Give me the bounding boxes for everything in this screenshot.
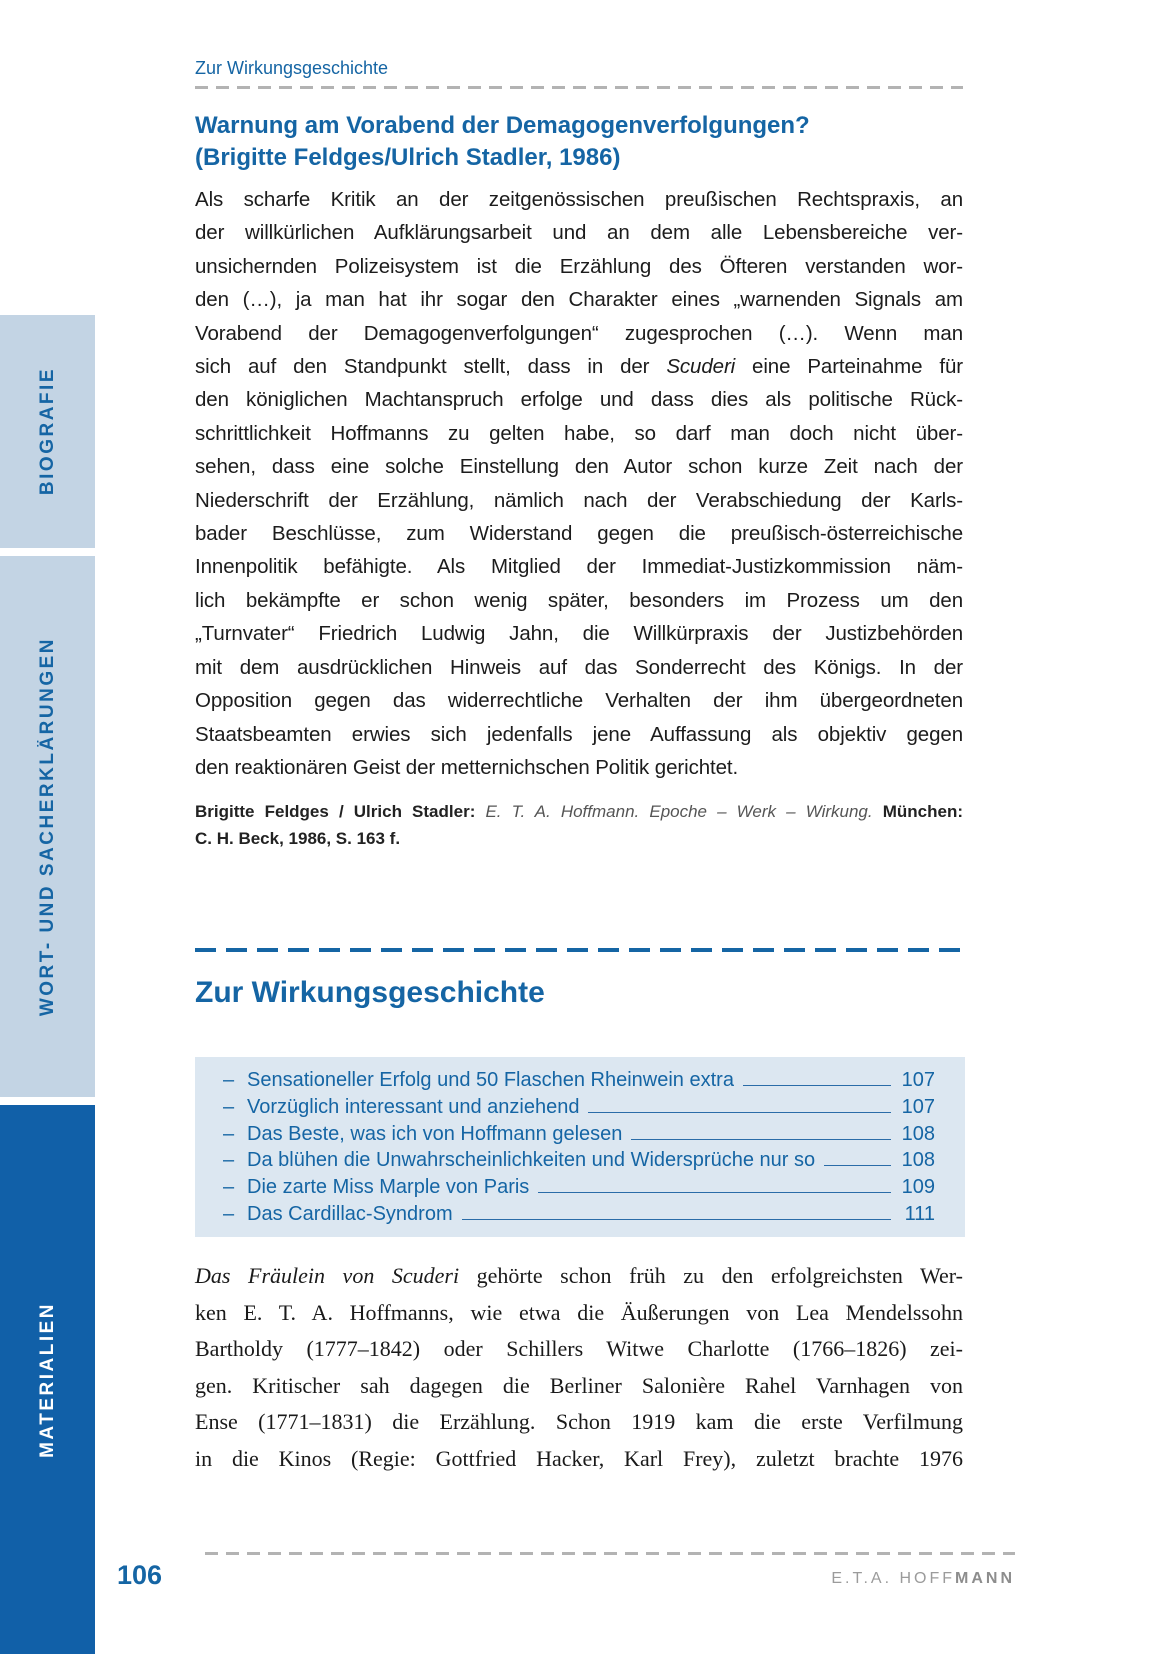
toc-entry-label: Da blühen die Unwahrscheinlichkeiten und Widersprüche nur so bbox=[247, 1149, 816, 1172]
quote-text-line: Niederschrift der Erzählung, nämlich nach der Verabschiedung der Karls- bbox=[195, 488, 963, 512]
sidebar-tab-label: WORT- UND SACHERKLÄRUNGEN bbox=[36, 636, 58, 1017]
quote-text-line: den königlichen Machtanspruch erfolge und dass dies als politische Rück- bbox=[195, 388, 963, 412]
footer-dashed-rule bbox=[205, 1552, 1015, 1555]
toc-leader-line bbox=[538, 1192, 891, 1193]
citation-line2: C. H. Beck, 1986, S. 163 f. bbox=[195, 829, 401, 848]
quote-text-line: Innenpolitik befähigte. Als Mitglied der Immediat-Justizkommission näm- bbox=[195, 555, 963, 579]
quote-text-line: schrittlichkeit Hoffmanns zu gelten habe, so darf man doch nicht über- bbox=[195, 421, 963, 445]
toc-entry-page: 108 bbox=[901, 1122, 935, 1145]
outro-text-line: Das Fräulein von Scuderi gehörte schon früh zu den erfolgreichsten Wer- bbox=[195, 1263, 964, 1288]
quote-text-line: Vorabend der Demagogenverfolgungen“ zugesprochen (…). Wenn man bbox=[195, 321, 963, 345]
toc-row bbox=[223, 1174, 935, 1201]
quote-text-line: den (…), ja man hat ihr sogar den Charakter eines „warnenden Signals am bbox=[195, 288, 963, 312]
citation-line1: Brigitte Feldges / Ulrich Stadler: E. T. A. Hoffmann. Epoche – Werk – Wirkung. München: bbox=[195, 802, 963, 821]
section-dashed-rule bbox=[195, 948, 963, 952]
toc-leader-line bbox=[631, 1139, 891, 1140]
toc-box bbox=[195, 1057, 965, 1237]
toc-leader-line bbox=[743, 1085, 891, 1086]
quote-text-line: Staatsbeamten erwies sich jedenfalls jene Auffassung als objektiv gegen bbox=[195, 722, 963, 746]
toc-bullet: – bbox=[223, 1149, 235, 1172]
sidebar-tab-biografie bbox=[0, 315, 95, 548]
toc-entry-page: 111 bbox=[904, 1202, 935, 1225]
quote-text-line: lich bekämpfte er schon wenig später, besonders im Prozess um den bbox=[195, 588, 963, 612]
toc-row bbox=[223, 1147, 935, 1174]
quote-text-line: sehen, dass eine solche Einstellung den Autor schon kurze Zeit nach der bbox=[195, 455, 963, 479]
quote-text-line: mit dem ausdrücklichen Hinweis auf das Sonderrecht des Königs. In der bbox=[195, 655, 963, 679]
toc-bullet: – bbox=[223, 1122, 235, 1145]
section-title: Zur Wirkungsgeschichte bbox=[195, 976, 545, 1009]
quote-text-line: „Turnvater“ Friedrich Ludwig Jahn, die Willkürpraxis der Justizbehörden bbox=[195, 622, 963, 646]
quote-text-line: unsichernden Polizeisystem ist die Erzählung des Öfteren verstanden wor- bbox=[195, 254, 963, 278]
toc-entry-page: 107 bbox=[901, 1069, 935, 1091]
toc-entry-page: 108 bbox=[901, 1149, 935, 1172]
quote-heading-line1: Warnung am Vorabend der Demagogenverfolgungen? bbox=[195, 112, 810, 139]
toc-entry-label: Vorzüglich interessant und anziehend bbox=[247, 1095, 580, 1118]
toc-bullet: – bbox=[223, 1069, 235, 1091]
quote-text-line: der willkürlichen Aufklärungsarbeit und an dem alle Lebensbereiche ver- bbox=[195, 221, 963, 245]
quote-text-line: Als scharfe Kritik an der zeitgenössischen preußischen Rechtspraxis, an bbox=[195, 188, 963, 211]
toc-entry-label: Sensationeller Erfolg und 50 Flaschen Rheinwein extra bbox=[247, 1069, 734, 1091]
outro-text-line: gen. Kritischer sah dagegen die Berliner Salonière Rahel Varnhagen von bbox=[195, 1372, 963, 1398]
sidebar-tab-label: MATERIALIEN bbox=[36, 1301, 58, 1458]
toc-bullet: – bbox=[223, 1176, 235, 1199]
outro-text-line: ken E. T. A. Hoffmanns, wie etwa die Äußerungen von Lea Mendelssohn bbox=[195, 1299, 963, 1325]
quote-body bbox=[195, 183, 963, 784]
running-header: Zur Wirkungsgeschichte bbox=[195, 58, 389, 78]
toc-entry-label: Die zarte Miss Marple von Paris bbox=[247, 1176, 530, 1199]
toc-bullet: – bbox=[223, 1202, 235, 1225]
toc-row bbox=[223, 1201, 935, 1228]
quote-text-line: sich auf den Standpunkt stellt, dass in der Scuderi eine Parteinahme für bbox=[195, 355, 963, 379]
toc-entry-label: Das Cardillac-Syndrom bbox=[247, 1202, 453, 1225]
toc-leader-line bbox=[588, 1112, 891, 1113]
sidebar-tab-wort-und-sacherklaerungen bbox=[0, 556, 95, 1097]
outro-text-line: in die Kinos (Regie: Gottfried Hacker, Karl Frey), zuletzt brachte 1976 bbox=[195, 1445, 963, 1471]
outro-paragraph bbox=[195, 1258, 963, 1478]
quote-heading-line2: (Brigitte Feldges/Ulrich Stadler, 1986) bbox=[195, 144, 621, 171]
quote-text-line: Opposition gegen das widerrechtliche Verhalten der ihm übergeordneten bbox=[195, 689, 963, 713]
page-number: 106 bbox=[117, 1560, 163, 1590]
citation bbox=[195, 798, 963, 852]
toc-leader-line bbox=[462, 1219, 891, 1220]
toc-row bbox=[223, 1121, 935, 1148]
toc-row bbox=[223, 1094, 935, 1121]
toc-entry-label: Das Beste, was ich von Hoffmann gelesen bbox=[247, 1122, 623, 1145]
quote-text-line: bader Beschlüsse, zum Widerstand gegen die preußisch-österreichische bbox=[195, 522, 963, 546]
sidebar-tab-materialien bbox=[0, 1105, 95, 1654]
header-dashed-rule bbox=[195, 86, 963, 89]
toc-entry-page: 109 bbox=[901, 1176, 935, 1199]
quote-text-line: den reaktionären Geist der metternichschen Politik gerichtet. bbox=[195, 755, 739, 779]
outro-text-line: Bartholdy (1777–1842) oder Schillers Witwe Charlotte (1766–1826) zei- bbox=[195, 1336, 963, 1362]
toc-bullet: – bbox=[223, 1095, 235, 1118]
toc-leader-line bbox=[824, 1165, 891, 1166]
toc-entry-page: 107 bbox=[901, 1095, 935, 1118]
outro-text-line: Ense (1771–1831) die Erzählung. Schon 1919 kam die erste Verfilmung bbox=[195, 1409, 963, 1435]
quote-heading bbox=[195, 110, 965, 174]
sidebar-tab-label: BIOGRAFIE bbox=[36, 367, 58, 496]
toc-row bbox=[223, 1067, 935, 1094]
footer-brand: E.T.A. HOFFMANN bbox=[831, 1570, 1015, 1587]
